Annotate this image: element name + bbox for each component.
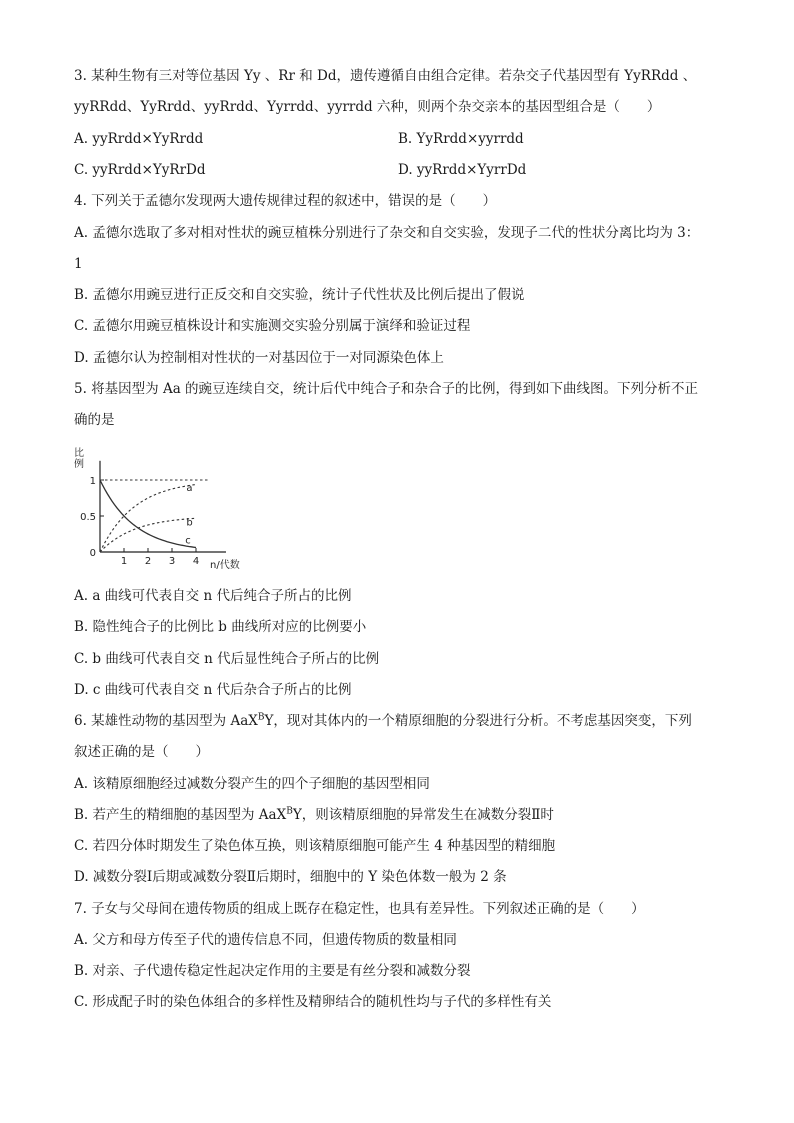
- x-axis-label: n/代数: [210, 560, 240, 571]
- x-tick-label: 4: [192, 556, 200, 567]
- q4-option-c: C. 孟德尔用豌豆植株设计和实施测交实验分别属于演绎和验证过程: [74, 318, 471, 334]
- q7-option-c: C. 形成配子时的染色体组合的多样性及精卵结合的随机性均与子代的多样性有关: [74, 994, 552, 1010]
- chart-axes: [100, 461, 226, 552]
- q5-option-d: D. c 曲线可代表自交 n 代后杂合子所占的比例: [74, 682, 352, 698]
- q6-stem-line1: [74, 712, 692, 730]
- y-tick-label: 1: [89, 476, 96, 487]
- y-axis-label-char: 比: [74, 448, 84, 459]
- q7-option-a: A. 父方和母方传至子代的遗传信息不同，但遗传物质的数量相同: [74, 932, 457, 948]
- q3-option-b: B. YyRrdd×yyrrdd: [398, 131, 524, 147]
- curve-b: [100, 518, 196, 552]
- q3-option-c: C. yyRrdd×YyRrDd: [74, 162, 206, 178]
- x-tick-label: 3: [168, 556, 176, 567]
- q5-option-c: C. b 曲线可代表自交 n 代后显性纯合子所占的比例: [74, 651, 380, 667]
- q7-stem: 7. 子女与父母间在遗传物质的组成上既存在稳定性，也具有差异性。下列叙述正确的是（ ）: [74, 901, 645, 917]
- q7-option-b: B. 对亲、子代遗传稳定性起决定作用的主要是有丝分裂和减数分裂: [74, 963, 471, 979]
- q3-option-a: A. yyRrdd×YyRrdd: [74, 131, 204, 147]
- q6-option-b-post: Y，则该精原细胞的异常发生在减数分裂Ⅱ时: [292, 807, 554, 823]
- q6-stem-sup: B: [257, 712, 265, 723]
- q4-option-b: B. 孟德尔用豌豆进行正反交和自交实验，统计子代性状及比例后提出了假说: [74, 287, 525, 303]
- q6-option-d: D. 减数分裂Ⅰ后期或减数分裂Ⅱ后期时，细胞中的 Y 染色体数一般为 2 条: [74, 869, 507, 885]
- series-label-b: b: [186, 517, 193, 529]
- q6-option-b: [74, 806, 554, 824]
- q6-stem-pre: 6. 某雄性动物的基因型为 AaX: [74, 713, 258, 729]
- q4-option-d: D. 孟德尔认为控制相对性状的一对基因位于一对同源染色体上: [74, 350, 444, 366]
- curve-a: [100, 482, 196, 553]
- q3-option-d: D. yyRrdd×YyrrDd: [398, 162, 527, 178]
- q4-option-a-line2: 1: [74, 256, 83, 272]
- x-tick-label: 2: [144, 556, 152, 567]
- q6-stem-post: Y，现对其体内的一个精原细胞的分裂进行分析。不考虑基因突变，下列: [264, 713, 692, 729]
- curve-c: [100, 480, 196, 548]
- x-tick-label: 1: [120, 556, 128, 567]
- q5-stem-line2: 确的是: [74, 412, 115, 428]
- q6-option-a: A. 该精原细胞经过减数分裂产生的四个子细胞的基因型相同: [74, 776, 430, 792]
- series-label-c: c: [185, 535, 191, 547]
- q6-option-b-pre: B. 若产生的精细胞的基因型为 AaX: [74, 807, 287, 823]
- q6-option-b-sup: B: [286, 806, 293, 817]
- q3-stem-line1: 3. 某种生物有三对等位基因 Yy 、Rr 和 Dd，遗传遵循自由组合定律。若杂交子代基因型有 YyRRdd 、: [74, 68, 697, 84]
- q5-option-b: B. 隐性纯合子的比例比 b 曲线所对应的比例要小: [74, 619, 367, 635]
- y-tick-label: 0.5: [80, 512, 96, 523]
- q4-option-a-line1: A. 孟德尔选取了多对相对性状的豌豆植株分别进行了杂交和自交实验，发现子二代的性状分离比均为 3：: [74, 225, 700, 241]
- q4-stem: 4. 下列关于孟德尔发现两大遗传规律过程的叙述中，错误的是（ ）: [74, 193, 497, 209]
- q3-stem-line2: yyRRdd、YyRrdd、yyRrdd、Yyrrdd、yyrrdd 六种，则两个杂交亲本的基因型组合是（ ）: [74, 99, 661, 115]
- q6-option-c: C. 若四分体时期发生了染色体互换，则该精原细胞可能产生 4 种基因型的精细胞: [74, 838, 556, 854]
- q6-stem-line2: 叙述正确的是（ ）: [74, 744, 209, 760]
- q5-line-chart: [66, 444, 272, 576]
- y-axis-label: [74, 446, 84, 470]
- series-label-a: a: [186, 482, 193, 494]
- q5-stem-line1: 5. 将基因型为 Aa 的豌豆连续自交，统计后代中纯合子和杂合子的比例，得到如下曲线图。下列分析不正: [74, 381, 699, 397]
- y-tick-label: 0: [89, 548, 96, 559]
- q5-option-a: A. a 曲线可代表自交 n 代后纯合子所占的比例: [74, 588, 352, 604]
- y-axis-label-char: 例: [74, 459, 84, 470]
